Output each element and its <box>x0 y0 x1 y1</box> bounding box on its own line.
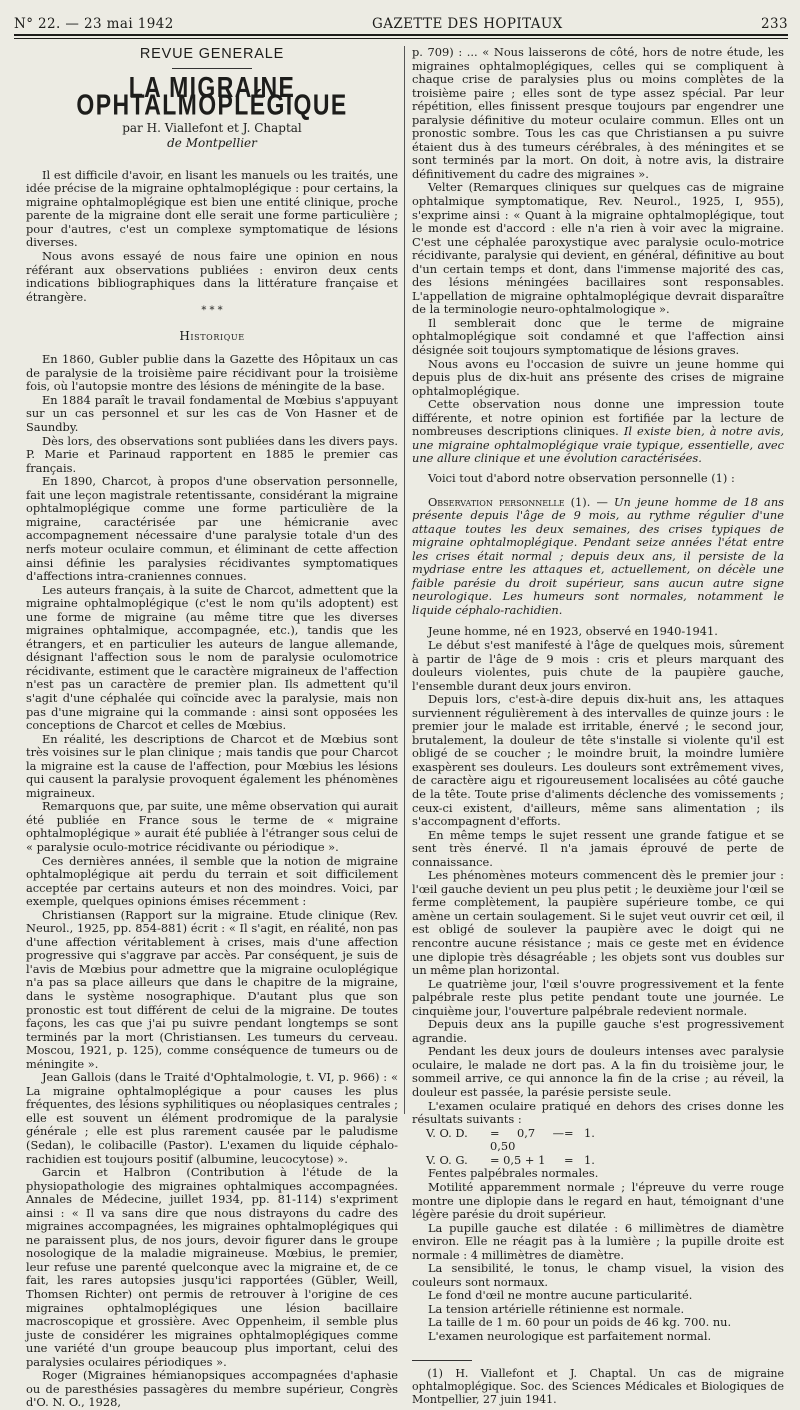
body-paragraph: Voici tout d'abord notre observation personnelle (1) : <box>427 470 735 485</box>
history-paragraph: En 1890, Charcot, à propos d'une observation personnelle, fait une leçon magistrale retentissante, considérant la migraine ophtalmoplégique comme une forme particulière de la migraine, caractérisée par une hémicranie avec accompagnement nécessaire d'une paralysie totale d'un des nerfs moteur oculaire commun, et éliminant de cette affection ainsi définie les paralysies récidivantes symptomatiques d'affections intra-craniennes connues. <box>26 474 398 584</box>
case-paragraph: L'examen neurologique est parfaitement normal. <box>427 1329 712 1343</box>
article-title: LA MIGRAINE OPHTALMOPLÉGIQUE <box>76 70 348 120</box>
body-paragraph: Il semblerait donc que le terme de migraine ophtalmoplégique soit condamné et que l'affection ainsi désignée soit toujours symptomatique de lésions graves. <box>412 315 784 358</box>
history-paragraph: En 1884 paraît le travail fondamental de Mœbius s'appuyant sur un cas personnel et sur les cas de Von Hasner et de Saundby. <box>26 392 398 435</box>
case-paragraph: Motilité apparemment normale ; l'épreuve du verre rouge montre une diplopie dans le regard en haut, témoignant d'une légère parésie du droit supérieur. <box>412 1179 784 1222</box>
acuity-expression: = 0,7 — 0,50 <box>490 1125 564 1154</box>
right-column <box>412 45 785 1406</box>
case-paragraph: La pupille gauche est dilatée : 6 millimètres de diamètre environ. Elle ne réagit pas à la lumière ; la pupille droite est normale : 4 millimètres de diamètre. <box>412 1220 784 1262</box>
case-paragraph: Le quatrième jour, l'œil s'ouvre progressivement et la fente palpébrale reste plus petite pendant toute une journée. Le cinquième jour, l'ouverture palpébrale redevient normale. <box>412 976 784 1018</box>
section-ornament: * * * <box>201 305 223 317</box>
history-paragraph: Les auteurs français, à la suite de Charcot, admettent que la migraine ophtalmoplégique (c'est le nom qu'ils adoptent) est une forme de migraine (au même titre que les diverses migraines ophtalmique, accompagnée, etc.), tandis que les étrangers, et en particulier les auteurs de langue allemande, désignant l'affection sous le nom de paralysie oculomotrice récidivante, estiment que le caractère migraineux de l'affection n'est pas un caractère de premier plan. Ils admettent qu'il s'agit d'une céphalée qui coïncide avec la paralysie, mais non pas d'une migraine qui la commande : ainsi sont opposées les conceptions de Charcot et celles de Mœbius. <box>26 582 398 733</box>
visual-acuity-table <box>426 1127 784 1168</box>
page-number: 233 <box>761 16 788 32</box>
history-paragraph: Jean Gallois (dans le Traité d'Ophtalmologie, t. VI, p. 966) : « La migraine ophtalmoplégique a pour causes les plus fréquentes, des lésions syphilitiques ou néoplasiques centrales ; elle est souvent un élément prodromique de la paralysie générale ; elle est plus rarement causée par le paludisme (Sedan), le colibacille (Pastor). L'examen du liquide céphalo-rachidien est toujours positif (albumine, leucocytose) ». <box>26 1070 398 1166</box>
history-paragraph: En 1860, Gubler publie dans la Gazette des Hôpitaux un cas de paralysie de la troisième paire récidivant pour la troisième fois, où l'autopsie montre des lésions de méningite de la base. <box>26 352 398 394</box>
acuity-result: 1. <box>584 1125 595 1140</box>
history-paragraph: Remarquons que, par suite, une même observation qui aurait été publiée en France sous le terme de « migraine ophtalmoplégique » aurait été publiée à l'étranger sous celui de « paralysie oculo-motrice récidivante ou périodique ». <box>26 799 398 854</box>
article-affiliation: de Montpellier <box>167 136 257 151</box>
header-rule-thin <box>14 38 788 39</box>
running-header <box>14 6 788 32</box>
left-column <box>26 46 398 1410</box>
observation-summary-text: Un jeune homme de 18 ans présente depuis l'âge de 9 mois, au rythme régulier d'une attaque toutes les deux semaines, des crises typiques de migraine ophtalmoplégique. Pendant seize années l'état entre les crises était normal ; depuis deux ans, il persiste de la mydriase entre les attaques et, actuellement, on décèle une faible parésie du droit supérieur, sans aucun autre signe neurologique. Les humeurs sont normales, notamment le liquide céphalo-rachidien. <box>412 494 785 617</box>
body-text: Cette observation nous donne une impression toute différente, et notre opinion est fortifiée par la lecture de nombreuses descriptions cliniques. <box>412 397 784 439</box>
acuity-equals: = <box>564 1152 574 1167</box>
section-heading: Historique <box>179 328 245 343</box>
body-paragraph <box>412 398 784 466</box>
acuity-expression: = 0,5 + 1 <box>490 1152 546 1167</box>
case-paragraph: Pendant les deux jours de douleurs intenses avec paralysie oculaire, le malade ne dort pas. A la fin du troisième jour, le sommeil arrive, ce qui annonce la fin de la crise ; au réveil, la douleur est passée, la parésie persiste seule. <box>412 1044 784 1100</box>
acuity-result: 1. <box>584 1152 595 1167</box>
journal-page <box>14 6 788 1410</box>
history-paragraph: Christiansen (Rapport sur la migraine. Etude clinique (Rev. Neurol., 1925, pp. 854-881) écrit : « Il s'agit, en réalité, non pas d'une affection véritablement à crises, mais d'une affection progressive qui s'aggrave par accès. Par conséquent, je suis de l'avis de Mœbius pour admettre que la migraine oculoplégique n'a pas sa place ailleurs que dans le chapitre de la migraine, dans le système nosographique. D'autant plus que son pronostic est tout différent de celui de la migraine. De toutes façons, les cas que j'ai pu suivre pendant longtemps se sont terminés par la mort (Christiansen. Les tumeurs du cerveau. Moscou, 1921, p. 125), comme conséquence de tumeurs ou de méningite ». <box>26 907 398 1071</box>
rubric-title: REVUE GENERALE <box>139 46 285 62</box>
acuity-eye: V. O. G. <box>426 1152 468 1167</box>
observation-label: Observation personnelle (1). — <box>427 494 614 509</box>
case-paragraph: Fentes palpébrales normales. <box>427 1166 599 1181</box>
body-paragraph: Nous avons eu l'occasion de suivre un jeune homme qui depuis plus de dix-huit ans présente des crises de migraine ophtalmoplégique. <box>412 356 784 398</box>
case-paragraph: Le fond d'œil ne montre aucune particularité. <box>427 1288 693 1303</box>
header-rule <box>14 34 788 36</box>
case-paragraph: Le début s'est manifesté à l'âge de quelques mois, sûrement à partir de l'âge de 9 mois : cris et pleurs marquant des douleurs violentes, puis chute de la paupière gauche, l'ensemble durant deux jours environ. <box>412 637 784 693</box>
body-paragraph: Velter (Remarques cliniques sur quelques cas de migraine ophtalmique symptomatique, Rev. Neurol., 1925, I, 955), s'exprime ainsi : « Quant à la migraine ophtalmoplégique, tout le monde est d'accord : elle n'a rien à voir avec la migraine. C'est une céphalée paroxystique avec paralysie oculo-motrice récidivante, paralysie qui devient, en général, définitive au bout d'un certain temps et dont, dans l'immense majorité des cas, des lésions méningées bacillaires sont responsables. L'appellation de migraine ophtalmoplégique devrait disparaître de la terminologie neuro-ophtalmologique ». <box>412 180 784 317</box>
intro-paragraph: Il est difficile d'avoir, en lisant les manuels ou les traités, une idée précise de la migraine ophtalmoplégique : pour certains, la migraine ophtalmoplégique est bien une entité clinique, proche parente de la migraine dont elle serait une forme particulière ; pour d'autres, c'est un complexe symptomatique de lésions diverses. <box>26 167 398 250</box>
case-paragraph: L'examen oculaire pratiqué en dehors des crises donne les résultats suivants : <box>412 1098 784 1127</box>
emphasis-text: Il existe bien, à notre avis, une migraine ophtalmoplégique vraie typique, essentielle, avec une allure clinique et une évolution caractérisées. <box>412 424 784 466</box>
rubric-rule <box>172 68 252 69</box>
article-authors: par H. Viallefont et J. Chaptal <box>122 120 302 135</box>
history-paragraph: En réalité, les descriptions de Charcot et de Mœbius sont très voisines sur le plan clinique ; mais tandis que pour Charcot la migraine est la cause de l'affection, pour Mœbius les lésions qui causent la paralysie provoquent également les phénomènes migraineux. <box>26 731 398 800</box>
case-paragraph: La taille de 1 m. 60 pour un poids de 46 kg. 700. nu. <box>427 1315 732 1330</box>
footnote-rule <box>412 1360 472 1361</box>
case-paragraph: La sensibilité, le tonus, le champ visuel, la vision des couleurs sont normaux. <box>412 1261 784 1289</box>
case-paragraph: Depuis deux ans la pupille gauche s'est progressivement agrandie. <box>412 1017 784 1045</box>
column-divider <box>404 46 405 1114</box>
acuity-eye: V. O. D. <box>426 1125 468 1140</box>
case-paragraph: Les phénomènes moteurs commencent dès le premier jour : l'œil gauche devient un peu plus petit ; le deuxième jour l'œil se ferme complètement, la paupière supérieure tombe, ce qui amène un certain soulagement. Si le sujet veut ouvrir cet œil, il est obligé de soulever la paupière avec le doigt qui ne rencontre aucune résistance ; mais ce geste met en évidence une diplopie très désagréable ; les objets sont vus doubles sur un même plan horizontal. <box>412 868 784 978</box>
observation-summary <box>412 496 784 618</box>
history-paragraph: Garcin et Halbron (Contribution à l'étude de la physiopathologie des migraines ophtalmiques accompagnées. Annales de Médecine, juillet 1934, pp. 81-114) s'expriment ainsi : « Il va sans dire que nous distrayons du cadre des migraines accompagnées, les migraines ophtalmoplégiques qui ne paraissent plus, de nos jours, devoir figurer dans le groupe nosologique de la maladie migraineuse. Mœbius, le premier, leur refuse une parenté quelconque avec la migraine et, de ce fait, les rares autopsies jusqu'ici rapportées (Gübler, Weill, Thomsen Richter) ont permis de retrouver à l'origine de ces migraines ophtalmoplégiques une lésion bacillaire macroscopique et grossière. Avec Oppenheim, il semble plus juste de considérer les migraines ophtalmoplégiques comme une variété d'un groupe beaucoup plus important, celui des paralysies oculaires périodiques ». <box>26 1165 398 1369</box>
history-paragraph: Ces dernières années, il semble que la notion de migraine ophtalmoplégique ait perdu du terrain et soit difficilement acceptée par certains auteurs et non des moindres. Voici, par exemple, quelques opinions émises récemment : <box>26 853 398 909</box>
acuity-equals: = <box>564 1125 574 1140</box>
history-paragraph: Dès lors, des observations sont publiées dans les divers pays. P. Marie et Parinaud rapportent en 1885 le premier cas français. <box>26 433 398 475</box>
history-paragraph: Roger (Migraines hémianopsiques accompagnées d'aphasie ou de paresthésies passagères du membre supérieur, Congrès d'O. N. O., 1928, <box>26 1368 398 1410</box>
issue-date: N° 22. — 23 mai 1942 <box>14 16 174 32</box>
journal-name: GAZETTE DES HOPITAUX <box>372 16 563 32</box>
case-paragraph: La tension artérielle rétinienne est normale. <box>427 1301 685 1316</box>
intro-paragraph: Nous avons essayé de nous faire une opinion en nous référant aux observations publiées : environ deux cents indications bibliographiques dans la littérature française et étrangère. <box>26 249 398 304</box>
case-paragraph: En même temps le sujet ressent une grande fatigue et se sent très énervé. Il n'a jamais éprouvé de perte de connaissance. <box>412 827 784 869</box>
case-paragraph: Depuis lors, c'est-à-dire depuis dix-huit ans, les attaques surviennent régulièrement à des intervalles de quinze jours : le premier jour le malade est irritable, énervé ; le second jour, brutalement, la douleur de tête s'installe si violente qu'il est obligé de se coucher ; le moindre bruit, la moindre lumière exaspèrent ses douleurs. Les douleurs sont extrêmement vives, de caractère aigu et rigoureusement localisées au côté gauche de la tête. Toute prise d'aliments déclenche des vomissements ; ceux-ci existent, d'ailleurs, même sans alimentation ; ils s'accompagnent d'efforts. <box>412 692 784 829</box>
case-paragraph: Jeune homme, né en 1923, observé en 1940-1941. <box>427 624 718 639</box>
quote-continuation: p. 709) : ... « Nous laisserons de côté, hors de notre étude, les migraines ophtalmoplégiques, celles qui se compliquent à chaque crise de paralysies plus ou moins complètes de la troisième paire ; elles sont de type assez spécial. Par leur répétition, elles finissent presque toujours par engendrer une paralysie définitive du moteur oculaire commun. Elles ont un pronostic sombre. Tous les cas que Christiansen a pu suivre étaient dus à des tumeurs cérébrales, à des méningites et se sont terminés par la mort. On doit, à notre avis, la distraire définitivement du cadre des migraines ». <box>412 45 784 181</box>
footnote: (1) H. Viallefont et J. Chaptal. Un cas de migraine ophtalmoplégique. Soc. des Sciences Médicales et Biologiques de Montpellier, 27 juin 1941. <box>412 1366 784 1406</box>
